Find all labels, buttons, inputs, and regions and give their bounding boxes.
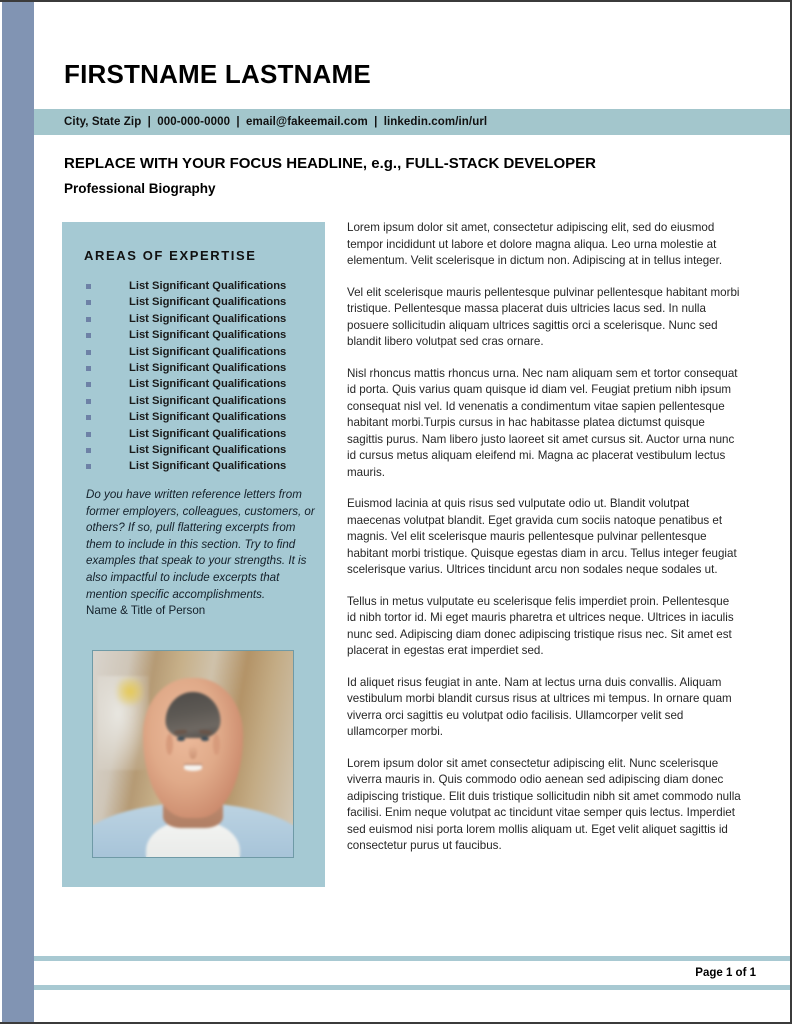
contact-separator-2: | <box>236 116 240 128</box>
sidebar-panel <box>62 222 325 887</box>
square-bullet-icon <box>86 415 91 420</box>
square-bullet-icon <box>86 464 91 469</box>
square-bullet-icon <box>86 350 91 355</box>
sidebar-heading: AREAS OF EXPERTISE <box>84 248 257 263</box>
photo-smile <box>184 765 202 771</box>
headshot-photo <box>92 650 294 858</box>
footer-rule-bottom <box>34 985 790 990</box>
list-item <box>86 360 316 376</box>
list-item-label: List Significant Qualifications <box>129 329 287 342</box>
photo-eyebrow-left <box>174 729 187 734</box>
list-item <box>86 311 316 327</box>
contact-linkedin[interactable]: linkedin.com/in/url <box>383 116 488 128</box>
list-item <box>86 376 316 392</box>
list-item-label: List Significant Qualifications <box>129 312 287 325</box>
list-item <box>86 344 316 360</box>
body-paragraph: Lorem ipsum dolor sit amet, consectetur adipiscing elit, sed do eiusmod tempor incididunt ut labore et dolore magna aliqua. Leo urna molestie at elementum. Velit scelerisque in dictum non. Adipiscing at in tellus integer. <box>347 221 723 267</box>
photo-background-accent <box>117 678 143 705</box>
contact-location: City, State Zip <box>64 116 142 128</box>
list-item-label: List Significant Qualifications <box>129 378 287 391</box>
list-item-label: List Significant Qualifications <box>129 280 287 292</box>
list-item <box>86 278 316 294</box>
contact-line <box>64 116 487 128</box>
photo-eyebrow-right <box>199 729 212 734</box>
square-bullet-icon <box>86 284 91 289</box>
square-bullet-icon <box>86 366 91 371</box>
photo-ear-right <box>213 734 220 755</box>
footer-content <box>34 961 790 985</box>
sub-headline: Professional Biography <box>64 180 216 196</box>
body-paragraph: Euismod lacinia at quis risus sed vulputate odio ut. Blandit volutpat maecenas volutpat blandit. Eget gravida cum sociis natoque penatibus et magnis. Vel elit scelerisque mauris pellentesque pulvinar pellentesque habitant morbi tristique. Quisque egestas diam in arcu. Tellus integer feugiat scelerisque varius. Ultrices tincidunt arcu non sodales neque sodales ut. <box>347 497 737 576</box>
testimonial-block <box>86 487 318 620</box>
list-item-label: List Significant Qualifications <box>129 361 287 374</box>
body-paragraph: Vel elit scelerisque mauris pellentesque pulvinar pellentesque habitant morbi tristique. Pellentesque massa placerat duis ultricies lacus sed. In nulla posuere sollicitudin aliquam ultrices sagittis orci a scelerisque. Nunc sed blandit libero volutpat sed cras ornare. <box>347 285 740 348</box>
list-item <box>86 294 316 310</box>
list-item <box>86 409 316 425</box>
square-bullet-icon <box>86 382 91 387</box>
contact-bar <box>34 109 790 135</box>
list-item <box>86 393 316 409</box>
square-bullet-icon <box>86 432 91 437</box>
list-item-label: List Significant Qualifications <box>129 460 287 473</box>
square-bullet-icon <box>86 399 91 404</box>
body-paragraph: Nisl rhoncus mattis rhoncus urna. Nec nam aliquam sem et tortor consequat id porta. Quis varius quam quisque id diam vel. Feugiat pretium nibh ipsum consequat nisl vel. Id venenatis a condimentum vitae sapien pellentesque habitant morbi.Turpis cursus in hac habitasse platea dictumst quisque sagittis purus. Nam libero justo laoreet sit amet cursus sit. Auctor urna nunc id cursus metus aliquam eleifend mi. Magna ac placerat vestibulum lectus mauris. <box>347 366 738 479</box>
square-bullet-icon <box>86 317 91 322</box>
list-item-label: List Significant Qualifications <box>129 345 287 358</box>
name-block <box>64 60 744 89</box>
list-item <box>86 426 316 442</box>
square-bullet-icon <box>86 448 91 453</box>
testimonial-quote: Do you have written reference letters from former employers, colleagues, customers, or others? If so, pull flattering excerpts from them to include in this section. Try to find examples that speak to your strengths. It is also impactful to include excerpts that mention specific accomplishments. <box>86 488 315 601</box>
photo-face <box>143 678 243 818</box>
list-item-label: List Significant Qualifications <box>129 411 287 424</box>
page-title: FIRSTNAME LASTNAME <box>64 59 371 89</box>
page-footer <box>34 956 790 990</box>
body-paragraph: Lorem ipsum dolor sit amet consectetur adipiscing elit. Nunc scelerisque viverra mauris in. Quis commodo odio aenean sed adipiscing diam donec adipiscing tristique. Elit duis tristique sollicitudin nibh sit amet commodo nulla facilisi. Enim neque volutpat ac tincidunt vitae semper quis lectus. Imperdiet sed euismod nisi porta lorem mollis aliquam ut. Eget velit aliquet sagittis id consectetur purus ut faucibus. <box>347 756 741 852</box>
list-item-label: List Significant Qualifications <box>129 394 287 407</box>
list-item-label: List Significant Qualifications <box>129 427 287 440</box>
body-paragraph: Tellus in metus vulputate eu scelerisque felis imperdiet proin. Pellentesque id nibh tortor id. Mi eget mauris pharetra et ultrices neque. Ultrices in iaculis nunc sed. Adipiscing diam donec adipiscing tristique risus nec. Sit amet est placerat in egestas erat imperdiet sed. <box>347 594 734 657</box>
page-number: Page 1 of 1 <box>695 967 756 979</box>
photo-nose <box>189 745 197 759</box>
left-decorative-bar <box>2 2 34 1024</box>
contact-separator-3: | <box>374 116 378 128</box>
list-item <box>86 458 316 474</box>
contact-separator-1: | <box>147 116 151 128</box>
body-paragraph: Id aliquet risus feugiat in ante. Nam at lectus urna duis convallis. Aliquam vestibulum morbi blandit cursus risus at ultrices mi tempus. In ornare quam viverra orci sagittis eu volutpat odio facilisis. Ullamcorper velit sed ullamcorper morbi. <box>347 675 732 738</box>
photo-eye-right <box>201 737 209 741</box>
contact-phone[interactable]: 000-000-0000 <box>157 116 231 128</box>
headline-block <box>64 155 754 197</box>
list-item-label: List Significant Qualifications <box>129 443 287 456</box>
photo-eye-left <box>177 737 185 741</box>
list-item-label: List Significant Qualifications <box>129 296 287 309</box>
testimonial-attribution: Name & Title of Person <box>86 604 206 618</box>
focus-headline: REPLACE WITH YOUR FOCUS HEADLINE, e.g., FULL-STACK DEVELOPER <box>64 155 596 172</box>
list-item <box>86 442 316 458</box>
contact-email[interactable]: email@fakeemail.com <box>246 116 368 128</box>
square-bullet-icon <box>86 333 91 338</box>
square-bullet-icon <box>86 300 91 305</box>
list-item <box>86 327 316 343</box>
photo-ear-left <box>166 734 173 755</box>
qualifications-list <box>86 278 316 475</box>
biography-body <box>347 220 741 870</box>
